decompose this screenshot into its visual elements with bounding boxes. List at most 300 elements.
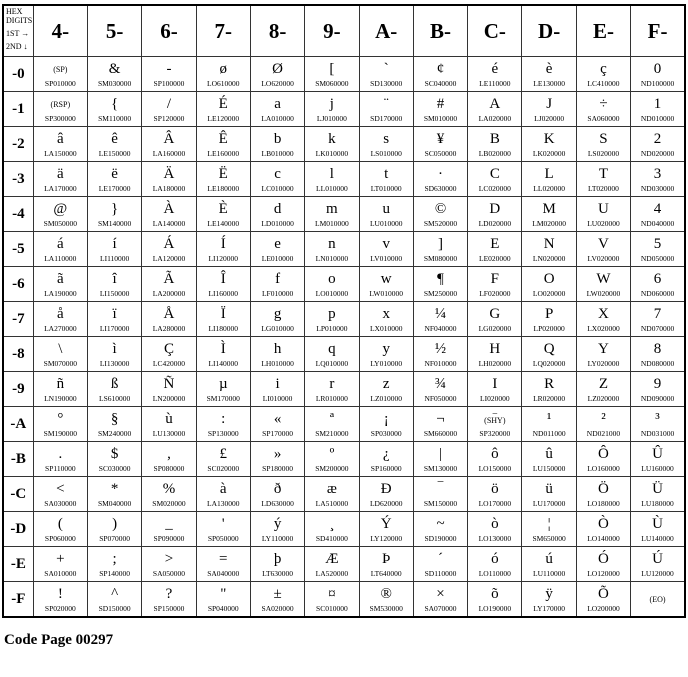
cell-glyph: ê	[111, 131, 118, 147]
row-label: -6	[3, 267, 33, 302]
code-cell	[250, 477, 304, 512]
row-label: -1	[3, 92, 33, 127]
cell-code: LF010000	[261, 289, 294, 298]
code-cell	[468, 197, 522, 232]
code-cell	[196, 372, 250, 407]
cell-glyph: ü	[545, 481, 553, 497]
code-cell	[305, 512, 359, 547]
cell-code: LO120000	[587, 569, 620, 578]
code-page-table	[2, 4, 686, 618]
cell-glyph: w	[380, 271, 392, 287]
cell-code: SD110000	[424, 569, 457, 578]
row-label: -3	[3, 162, 33, 197]
code-cell	[33, 302, 87, 337]
code-cell	[359, 582, 413, 618]
cell-glyph: Ù	[652, 516, 663, 532]
cell-code: LO170000	[478, 499, 512, 508]
cell-glyph: Ç	[163, 341, 174, 357]
code-cell	[468, 477, 522, 512]
code-cell	[359, 92, 413, 127]
second-digit-arrow: 2ND ↓	[6, 42, 28, 51]
row-label: -9	[3, 372, 33, 407]
cell-code: LP020000	[533, 324, 565, 333]
row-label: -E	[3, 547, 33, 582]
row-label: -7	[3, 302, 33, 337]
cell-glyph: m	[326, 201, 338, 217]
cell-code: LA170000	[44, 184, 77, 193]
cell-code: LS610000	[99, 394, 131, 403]
cell-glyph: ø	[219, 61, 228, 77]
cell-glyph: ³	[655, 411, 660, 427]
cell-glyph: S	[599, 131, 608, 147]
cell-glyph: o	[328, 271, 336, 287]
code-cell	[87, 232, 141, 267]
code-cell	[142, 407, 196, 442]
cell-glyph: ?	[165, 586, 173, 602]
code-cell	[33, 162, 87, 197]
code-cell	[33, 197, 87, 232]
table-row	[3, 92, 685, 127]
cell-glyph: ¡	[383, 411, 389, 427]
cell-code: LX010000	[369, 324, 403, 333]
cell-code: LE150000	[98, 149, 131, 158]
cell-glyph: £	[219, 446, 228, 462]
cell-code: LA180000	[152, 184, 186, 193]
row-label: -D	[3, 512, 33, 547]
cell-code: LY020000	[587, 359, 620, 368]
cell-glyph: ²	[601, 411, 606, 427]
code-cell	[142, 232, 196, 267]
cell-code: LA120000	[152, 254, 186, 263]
cell-glyph: Î	[220, 271, 226, 287]
code-cell	[250, 442, 304, 477]
cell-code: LH010000	[261, 359, 294, 368]
cell-code: ND031000	[640, 429, 675, 438]
cell-code: SM110000	[98, 114, 132, 123]
cell-code: NF050000	[424, 394, 457, 403]
cell-glyph: Û	[652, 446, 663, 462]
code-cell	[576, 477, 630, 512]
code-cell	[576, 127, 630, 162]
cell-glyph: "	[220, 586, 227, 602]
cell-glyph: v	[382, 236, 390, 252]
cell-glyph: &	[108, 61, 121, 77]
code-cell	[87, 372, 141, 407]
cell-code: LZ020000	[587, 394, 620, 403]
code-cell	[522, 442, 576, 477]
row-label: -A	[3, 407, 33, 442]
row-label: -5	[3, 232, 33, 267]
cell-glyph: ‾	[438, 481, 444, 497]
cell-code: LY010000	[370, 359, 403, 368]
row-label: -2	[3, 127, 33, 162]
cell-code: LA010000	[261, 114, 294, 123]
code-cell	[576, 232, 630, 267]
cell-code: SM020000	[152, 499, 186, 508]
code-cell	[142, 512, 196, 547]
cell-code: LI010000	[262, 394, 293, 403]
code-cell	[468, 232, 522, 267]
cell-glyph: 0	[653, 61, 662, 77]
cell-code: LE180000	[207, 184, 240, 193]
code-cell	[359, 372, 413, 407]
cell-glyph: G	[489, 306, 501, 322]
cell-code: NF040000	[424, 324, 457, 333]
cell-code: SM150000	[423, 499, 458, 508]
cell-code: SA030000	[44, 499, 77, 508]
cell-code: LA510000	[315, 499, 349, 508]
cell-glyph: ¤	[328, 586, 336, 602]
cell-glyph: Ä	[163, 166, 175, 182]
column-header-4: 4-	[33, 5, 87, 57]
cell-glyph: n	[328, 236, 336, 252]
column-header-8: 8-	[250, 5, 304, 57]
code-cell	[522, 512, 576, 547]
table-row	[3, 477, 685, 512]
cell-glyph: *	[110, 481, 119, 497]
table-row	[3, 267, 685, 302]
cell-code: LT010000	[370, 184, 402, 193]
cell-code: LI140000	[208, 359, 239, 368]
cell-glyph: ú	[545, 551, 553, 567]
cell-code: LO620000	[261, 79, 294, 88]
cell-glyph: k	[328, 131, 336, 147]
table-row	[3, 197, 685, 232]
cell-glyph: ë	[111, 166, 118, 182]
cell-glyph: $	[110, 446, 119, 462]
cell-glyph: Ü	[652, 481, 663, 497]
cell-glyph: Ë	[218, 166, 228, 182]
cell-glyph: L	[544, 166, 554, 182]
table-row	[3, 232, 685, 267]
cell-code: ND011000	[532, 429, 566, 438]
code-cell	[250, 162, 304, 197]
code-cell	[359, 407, 413, 442]
hex-label-line2: DIGITS	[6, 16, 33, 25]
cell-glyph: ¨	[383, 96, 389, 112]
cell-code: SP030000	[370, 429, 402, 438]
code-cell	[631, 547, 685, 582]
cell-glyph: ¦	[547, 516, 551, 532]
code-cell	[250, 267, 304, 302]
cell-code: ND070000	[640, 324, 675, 333]
cell-glyph: Ð	[380, 481, 392, 497]
cell-glyph: ð	[273, 481, 282, 497]
code-cell	[468, 57, 522, 92]
cell-glyph: Z	[598, 376, 609, 392]
cell-code: SD190000	[424, 534, 457, 543]
cell-code: LD010000	[261, 219, 294, 228]
cell-glyph: í	[112, 236, 117, 252]
cell-glyph: 7	[653, 306, 662, 322]
cell-code: SP090000	[153, 534, 185, 543]
column-header-D: D-	[522, 5, 576, 57]
cell-glyph: Í	[220, 236, 226, 252]
code-cell	[196, 197, 250, 232]
code-cell	[196, 582, 250, 618]
code-cell	[87, 512, 141, 547]
cell-code: ND030000	[640, 184, 675, 193]
column-header-F: F-	[631, 5, 685, 57]
cell-glyph: !	[57, 586, 63, 602]
cell-code: ND020000	[640, 149, 675, 158]
cell-code: LB010000	[261, 149, 294, 158]
page-title: Code Page 00297	[4, 632, 114, 648]
code-cell	[359, 442, 413, 477]
row-label: -B	[3, 442, 33, 477]
code-cell	[305, 372, 359, 407]
cell-code: SP080000	[153, 464, 185, 473]
table-row	[3, 337, 685, 372]
cell-code: SM050000	[43, 219, 77, 228]
cell-glyph: ¥	[436, 131, 445, 147]
code-cell	[576, 582, 630, 618]
cell-code: LU180000	[641, 499, 674, 508]
cell-glyph: C	[489, 166, 500, 182]
code-cell	[142, 582, 196, 618]
cell-code: LS020000	[587, 149, 620, 158]
cell-glyph: ò	[491, 516, 499, 532]
cell-glyph: µ	[218, 376, 228, 392]
code-cell	[142, 57, 196, 92]
cell-code: ND060000	[640, 289, 675, 298]
cell-glyph: 8	[653, 341, 662, 357]
cell-code: LE020000	[478, 254, 511, 263]
cell-glyph: O	[543, 271, 555, 287]
code-cell	[468, 92, 522, 127]
cell-glyph: x	[382, 306, 390, 322]
cell-code: LD620000	[369, 499, 403, 508]
cell-code: SP140000	[99, 569, 131, 578]
code-cell	[413, 547, 467, 582]
code-cell	[576, 512, 630, 547]
code-cell	[305, 267, 359, 302]
cell-glyph: ×	[436, 586, 445, 602]
cell-glyph: y	[382, 341, 390, 357]
cell-glyph: #	[436, 96, 445, 112]
code-cell	[305, 162, 359, 197]
code-cell	[142, 302, 196, 337]
cell-glyph: »	[273, 446, 282, 462]
cell-code: SP300000	[44, 114, 76, 123]
cell-glyph: b	[273, 131, 282, 147]
cell-code: LR010000	[315, 394, 348, 403]
code-cell	[33, 92, 87, 127]
cell-code: LY120000	[370, 534, 403, 543]
cell-code: LK010000	[315, 149, 349, 158]
cell-code: LU160000	[641, 464, 674, 473]
code-cell	[250, 302, 304, 337]
cell-code: LW010000	[369, 289, 403, 298]
table-row	[3, 302, 685, 337]
cell-topmark: –	[492, 408, 498, 418]
cell-code: ND100000	[640, 79, 675, 88]
code-cell	[631, 197, 685, 232]
cell-code: SM130000	[423, 464, 458, 473]
table-row	[3, 582, 685, 618]
cell-code: SM650000	[532, 534, 566, 543]
cell-code: LE010000	[261, 254, 294, 263]
code-cell	[468, 302, 522, 337]
cell-code: SM660000	[423, 429, 458, 438]
code-cell	[468, 512, 522, 547]
cell-glyph: Y	[598, 341, 609, 357]
code-cell	[413, 267, 467, 302]
table-row	[3, 442, 685, 477]
code-cell	[142, 477, 196, 512]
table-row	[3, 57, 685, 92]
cell-glyph: V	[598, 236, 609, 252]
cell-glyph: :	[221, 411, 226, 427]
code-cell	[33, 337, 87, 372]
cell-glyph: N	[543, 236, 555, 252]
cell-code: LE160000	[207, 149, 240, 158]
cell-code: SP040000	[207, 604, 239, 613]
code-cell	[522, 547, 576, 582]
cell-code: LR020000	[533, 394, 566, 403]
cell-code: SP010000	[44, 79, 76, 88]
code-cell	[196, 477, 250, 512]
cell-glyph: î	[112, 271, 117, 287]
cell-code: SC030000	[98, 464, 131, 473]
cell-code: NF010000	[424, 359, 457, 368]
cell-glyph: (	[57, 516, 63, 532]
cell-glyph: 5	[653, 236, 662, 252]
cell-glyph: _	[165, 516, 173, 532]
code-cell	[631, 92, 685, 127]
cell-code: ND040000	[640, 219, 675, 228]
cell-glyph: Á	[163, 236, 175, 252]
cell-code: LC020000	[478, 184, 511, 193]
cell-code: SC050000	[424, 149, 457, 158]
column-header-9: 9-	[305, 5, 359, 57]
cell-glyph: {	[111, 96, 119, 112]
cell-glyph: J	[546, 96, 553, 112]
cell-glyph: ì	[112, 341, 117, 357]
cell-glyph: ª	[329, 411, 334, 427]
cell-code: LC420000	[152, 359, 185, 368]
code-cell	[522, 582, 576, 618]
cell-glyph: -	[166, 61, 172, 77]
cell-glyph: þ	[273, 551, 282, 567]
cell-code: SA050000	[152, 569, 185, 578]
cell-code: LA190000	[44, 289, 77, 298]
code-cell	[468, 127, 522, 162]
code-cell	[87, 127, 141, 162]
cell-glyph: ¹	[546, 411, 552, 427]
cell-code: LY110000	[261, 534, 294, 543]
code-cell	[305, 57, 359, 92]
cell-glyph: Ï	[220, 306, 226, 322]
cell-glyph: U	[598, 201, 609, 217]
code-cell	[142, 547, 196, 582]
cell-code: SP170000	[262, 429, 293, 438]
first-digit-arrow: 1ST →	[6, 29, 30, 38]
cell-glyph: 6	[653, 271, 662, 287]
code-cell	[413, 232, 467, 267]
cell-code: LN200000	[152, 394, 186, 403]
code-cell	[250, 92, 304, 127]
column-header-5: 5-	[87, 5, 141, 57]
cell-code: ND021000	[586, 429, 621, 438]
cell-code: LS010000	[370, 149, 402, 158]
code-cell	[522, 372, 576, 407]
cell-glyph: E	[490, 236, 500, 252]
code-cell	[33, 232, 87, 267]
cell-glyph: /	[166, 96, 172, 112]
cell-code: LQ020000	[532, 359, 566, 368]
cell-glyph: z	[382, 376, 390, 392]
cell-glyph: ý	[273, 516, 282, 532]
cell-glyph: c	[274, 166, 281, 182]
cell-code: SP100000	[153, 79, 185, 88]
code-cell	[631, 477, 685, 512]
cell-code: ND090000	[640, 394, 675, 403]
cell-code: LT630000	[262, 569, 294, 578]
column-header-E: E-	[576, 5, 630, 57]
cell-glyph: Ò	[598, 516, 609, 532]
cell-glyph: 4	[653, 201, 662, 217]
code-cell	[576, 372, 630, 407]
cell-code: LM020000	[532, 219, 567, 228]
cell-code: LL020000	[533, 184, 565, 193]
cell-glyph: g	[273, 306, 282, 322]
code-cell	[33, 267, 87, 302]
cell-code: SC010000	[316, 604, 348, 613]
cell-code: LI160000	[208, 289, 239, 298]
cell-code: LU110000	[533, 569, 566, 578]
code-cell	[142, 442, 196, 477]
cell-code: SC020000	[207, 464, 240, 473]
cell-code: SD410000	[315, 534, 348, 543]
cell-code: LD630000	[261, 499, 294, 508]
hex-label-line1: HEX	[6, 7, 23, 16]
cell-code: LJ020000	[534, 114, 565, 123]
row-label: -C	[3, 477, 33, 512]
cell-glyph: F	[490, 271, 499, 287]
cell-code: LA160000	[152, 149, 186, 158]
cell-glyph: ÷	[599, 96, 608, 112]
code-cell	[631, 407, 685, 442]
cell-glyph: d	[273, 201, 282, 217]
code-cell	[250, 57, 304, 92]
cell-glyph: Â	[163, 131, 175, 147]
cell-code: LO140000	[587, 534, 620, 543]
cell-glyph: Å	[163, 306, 175, 322]
cell-code: SA010000	[44, 569, 77, 578]
header-row	[3, 5, 685, 57]
cell-code: SP160000	[370, 464, 402, 473]
cell-glyph: H	[489, 341, 501, 357]
cell-code: LK020000	[532, 149, 566, 158]
cell-code: LO160000	[587, 464, 620, 473]
table-row	[3, 512, 685, 547]
cell-code: LY170000	[533, 604, 566, 613]
cell-glyph: Ó	[598, 551, 609, 567]
cell-code: LG010000	[261, 324, 294, 333]
cell-glyph: D	[489, 201, 501, 217]
cell-glyph: ã	[56, 271, 64, 287]
code-cell	[468, 267, 522, 302]
cell-glyph: e	[274, 236, 281, 252]
code-cell	[142, 372, 196, 407]
code-cell	[631, 442, 685, 477]
cell-glyph: õ	[491, 586, 499, 602]
code-cell	[522, 92, 576, 127]
code-cell	[522, 162, 576, 197]
cell-code: SA070000	[424, 604, 457, 613]
cell-glyph: ù	[165, 411, 173, 427]
